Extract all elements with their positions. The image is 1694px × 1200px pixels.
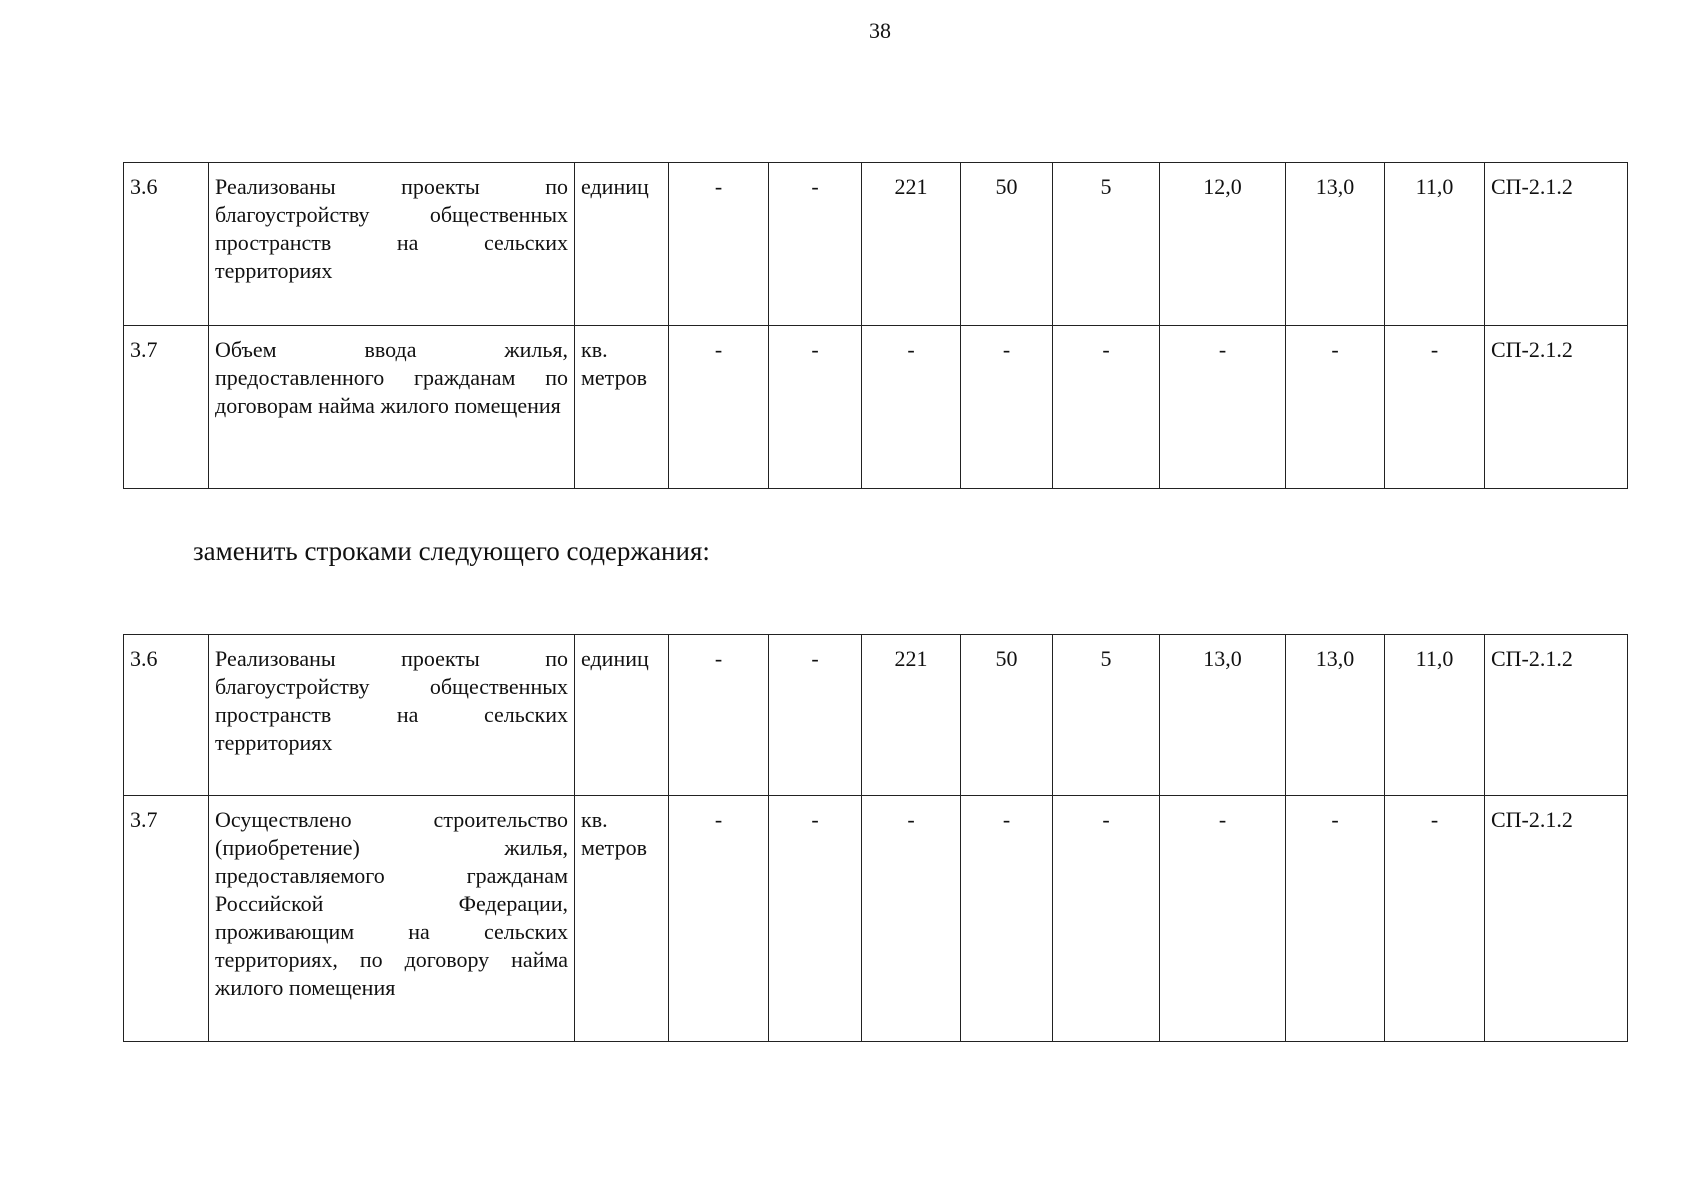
row-value: - bbox=[1385, 326, 1485, 489]
row-value: 11,0 bbox=[1385, 163, 1485, 326]
row-value: 50 bbox=[961, 163, 1053, 326]
row-code: СП-2.1.2 bbox=[1485, 635, 1628, 796]
row-value: 221 bbox=[862, 163, 961, 326]
table-row bbox=[124, 326, 1628, 489]
row-value: - bbox=[669, 635, 769, 796]
row-value: 221 bbox=[862, 635, 961, 796]
table-row bbox=[124, 796, 1628, 1042]
row-value: 5 bbox=[1053, 163, 1160, 326]
row-value: - bbox=[1160, 326, 1286, 489]
row-description: Осуществлено строительство (приобретение) жилья, предоставляемого гражданам Российской Федерации, проживающим на сельских территориях, по договору найма жилого помещения bbox=[209, 796, 575, 1042]
row-unit: единиц bbox=[575, 635, 669, 796]
row-description: Объем ввода жилья, предоставленного гражданам по договорам найма жилого помещения bbox=[209, 326, 575, 489]
row-description: Реализованы проекты по благоустройству общественных пространств на сельских территориях bbox=[209, 163, 575, 326]
row-value: - bbox=[769, 796, 862, 1042]
row-description: Реализованы проекты по благоустройству общественных пространств на сельских территориях bbox=[209, 635, 575, 796]
row-value: 13,0 bbox=[1160, 635, 1286, 796]
row-code: СП-2.1.2 bbox=[1485, 796, 1628, 1042]
row-value: - bbox=[769, 163, 862, 326]
table-row bbox=[124, 635, 1628, 796]
row-value: 5 bbox=[1053, 635, 1160, 796]
row-unit: кв. метров bbox=[575, 326, 669, 489]
row-value: - bbox=[961, 326, 1053, 489]
row-value: - bbox=[769, 326, 862, 489]
row-value: - bbox=[862, 796, 961, 1042]
row-value: 11,0 bbox=[1385, 635, 1485, 796]
row-unit: кв. метров bbox=[575, 796, 669, 1042]
row-value: 12,0 bbox=[1160, 163, 1286, 326]
row-value: - bbox=[769, 635, 862, 796]
row-number: 3.6 bbox=[124, 635, 209, 796]
row-value: 13,0 bbox=[1286, 635, 1385, 796]
row-value: - bbox=[1286, 326, 1385, 489]
row-value: - bbox=[1286, 796, 1385, 1042]
row-value: - bbox=[669, 163, 769, 326]
row-value: - bbox=[862, 326, 961, 489]
page-number: 38 bbox=[869, 18, 891, 43]
replacement-rows-table bbox=[123, 634, 1628, 1042]
row-number: 3.7 bbox=[124, 796, 209, 1042]
row-value: - bbox=[669, 326, 769, 489]
row-value: - bbox=[1160, 796, 1286, 1042]
row-value: - bbox=[1385, 796, 1485, 1042]
row-value: - bbox=[1053, 796, 1160, 1042]
table-row bbox=[124, 163, 1628, 326]
row-value: - bbox=[669, 796, 769, 1042]
row-value: 13,0 bbox=[1286, 163, 1385, 326]
row-value: - bbox=[961, 796, 1053, 1042]
row-code: СП-2.1.2 bbox=[1485, 163, 1628, 326]
instruction-text: заменить строками следующего содержания: bbox=[193, 536, 710, 566]
row-value: - bbox=[1053, 326, 1160, 489]
row-number: 3.6 bbox=[124, 163, 209, 326]
row-unit: единиц bbox=[575, 163, 669, 326]
row-number: 3.7 bbox=[124, 326, 209, 489]
row-code: СП-2.1.2 bbox=[1485, 326, 1628, 489]
row-value: 50 bbox=[961, 635, 1053, 796]
original-rows-table bbox=[123, 162, 1628, 489]
